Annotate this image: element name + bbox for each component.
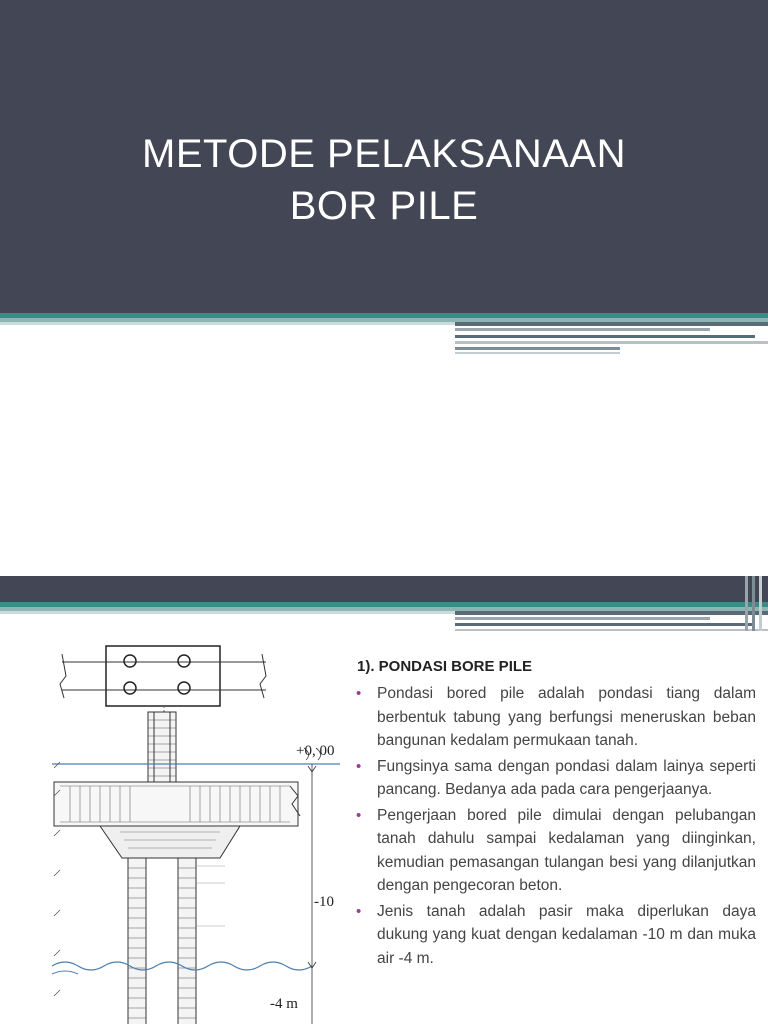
list-item: [356, 900, 756, 971]
level-label-top: +0, 00: [296, 743, 335, 759]
bullet-icon: •: [356, 685, 362, 702]
section-heading: 1). PONDASI BORE PILE: [357, 658, 533, 675]
list-item-text: Fungsinya sama dengan pondasi dalam lainya seperti pancang. Bedanya ada pada cara pengerjaanya.: [377, 757, 756, 798]
list-item-text: Jenis tanah adalah pasir maka diperlukan daya dukung yang kuat dengan kedalaman -10 m dan muka air -4 m.: [377, 902, 756, 967]
bullet-icon: •: [356, 806, 362, 824]
bore-pile-diagram: [40, 636, 340, 1024]
list-item-text: Pondasi bored pile adalah pondasi tiang dalam berbentuk tabung yang berfungsi meneruskan beban bangunan kedalam permukaan tanah.: [377, 685, 756, 749]
water-depth-label: -4 m: [270, 996, 298, 1012]
pile-hole-icon: [178, 655, 190, 667]
bullet-icon: •: [356, 902, 362, 920]
bore-pile-right: [178, 858, 196, 1024]
title-line-2: BOR PILE: [289, 184, 479, 228]
title-line-1: METODE PELAKSANAAN: [142, 132, 626, 176]
content-slide: [0, 576, 768, 1024]
bore-pile-left: [128, 858, 146, 1024]
pile-hole-icon: [124, 682, 136, 694]
pile-cap-plan: [106, 646, 220, 706]
pile-cap-section: [100, 826, 240, 858]
pile-hole-icon: [124, 655, 136, 667]
bullet-list: [356, 682, 756, 972]
list-item-text: Pengerjaan bored pile dimulai dengan pelubangan tanah dahulu sampai kedalaman yang diinginkan, kemudian pemasangan tulangan besi yang dilanjutkan dengan pengecoran beton.: [377, 806, 756, 894]
list-item: [356, 682, 756, 753]
bullet-icon: •: [356, 757, 362, 775]
list-item: [356, 804, 756, 898]
content-top-band: [0, 576, 768, 602]
pile-hole-icon: [178, 682, 190, 694]
depth-label: -10: [314, 894, 334, 910]
list-item: [356, 755, 756, 802]
slide-title: [0, 128, 768, 232]
